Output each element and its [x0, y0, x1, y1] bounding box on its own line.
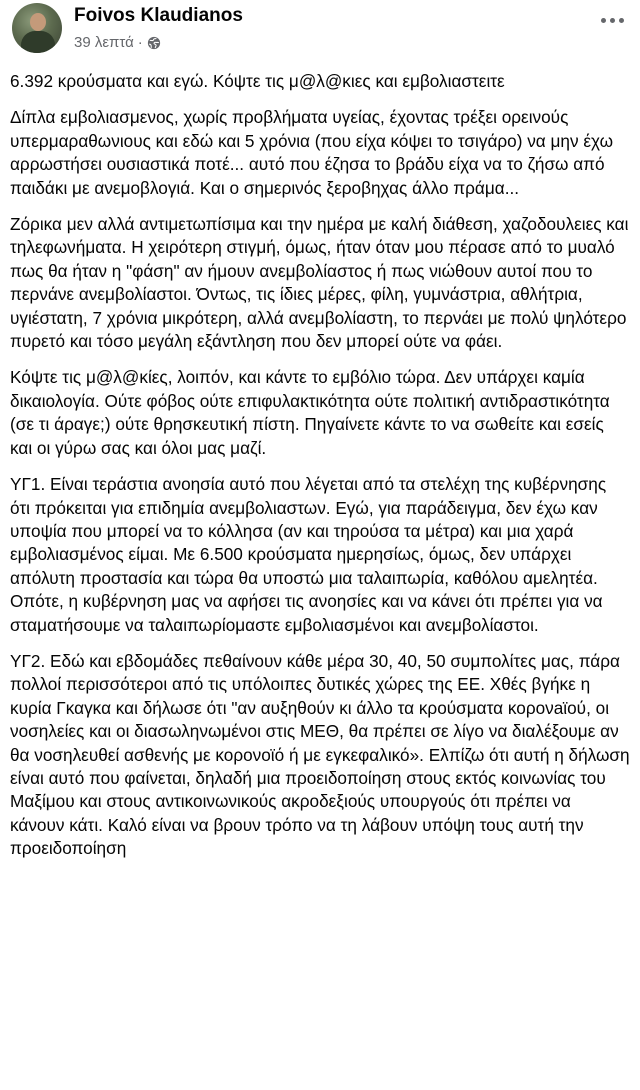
- author-name[interactable]: Foivos Klaudianos: [74, 5, 243, 26]
- post-paragraph-3: Ζόρικα μεν αλλά αντιμετωπίσιμα και την ημέρα με καλή διάθεση, χαζοδουλειες και τηλεφωνήματα. Η χειρότερη στιγμή, όμως, ήταν όταν μου πέρασε από το μυαλό πως θα ήταν η "φάση" αν ήμουν ανεμβολίαστος ή πως νιώθουν αυτοί που το περνάνε ανεμβολίαστοι. Όντως, τις ίδιες μέρες, φίλη, γυμνάστρια, αθλήτρια, υγιέστατη, 7 χρόνια μικρότερη, αλλά ανεμβολίαστη, το περνάει με πολύ ψηλότερο πυρετό και τόσο μεγάλη εξάντληση που δεν μπορεί ούτε να φάει.: [10, 214, 629, 352]
- post-paragraph-4: Κόψτε τις μ@λ@κίες, λοιπόν, και κάντε το εμβόλιο τώρα. Δεν υπάρχει καμία δικαιολογία. Ούτε φόβος ούτε επιφυλακτικότητα ούτε πολιτική αντιδραστικότητα (σε τι άραγε;) ούτε θρησκευτική πίστη. Πηγαίνετε κάντε το να σωθείτε και εσείς και οι γύρω σας και όλοι μας μαζί.: [10, 367, 610, 458]
- post-meta: [74, 33, 161, 53]
- more-options-button[interactable]: [598, 6, 626, 34]
- post-body: [6, 62, 634, 861]
- more-options-dot: [619, 18, 624, 23]
- post-paragraph-6: ΥΓ2. Εδώ και εβδομάδες πεθαίνουν κάθε μέρα 30, 40, 50 συμπολίτες μας, πάρα πολλοί περισσότεροι από τις υπόλοιπες δυτικές χώρες της ΕΕ. Χθές βγήκε η κυρία Γκαγκα και δήλωσε ότι "αν αυξηθούν κι άλλο τα κρούσματα κορονaϊού, οι νοσηλείες και οι διασωληνωμένοι στις ΜΕΘ, θα πρέπει σε λίγο να διαλέξουμε αν θα νοσηλευθεί ασθενής με κορονοϊό ή με εγκεφαλικό». Ελπίζω ότι αυτή η δήλωση είναι αυτό που φαίνεται, δηλαδή μια προειδοποίηση στους εκτός κοινωνίας του Μαξίμου και στους αντικοινωνικούς ακροδεξιούς υπουργούς ότι πρέπει να κάνουν κάτι. Καλό είναι να βρουν τρόπο να τη λάβουν υπόψη τους αυτή την προειδοποίηση: [10, 650, 630, 859]
- post-time[interactable]: 39 λεπτά: [74, 34, 134, 51]
- post-header: [6, 0, 634, 62]
- post-paragraph-2: Δίπλα εμβολιασμενος, χωρίς προβλήματα υγείας, έχοντας τρέξει ορεινούς υπερμαραθωνιους και εδώ και 5 χρόνια (που είχα κόψει το τσιγάρο) να μην έχω αρρωστήσει ουσιαστικά ποτέ... αυτό που έζησα το βράδυ είχα να το ζήσω από παιδάκι με ανεμοβλογιά. Και ο σημερινός ξεροβηχας άλλο πράμα...: [10, 107, 613, 198]
- meta-separator: ·: [137, 34, 143, 51]
- globe-icon[interactable]: [147, 36, 161, 50]
- avatar[interactable]: [12, 3, 62, 53]
- avatar-head: [30, 13, 46, 31]
- more-options-dot: [610, 18, 615, 23]
- avatar-body: [21, 31, 55, 53]
- post-paragraph-1: 6.392 κρούσματα και εγώ. Κόψτε τις μ@λ@κιες και εμβολιαστειτε: [10, 71, 505, 91]
- more-options-icon: [601, 18, 606, 23]
- post-paragraph-5: ΥΓ1. Είναι τεράστια ανοησία αυτό που λέγεται από τα στελέχη της κυβέρνησης ότι πρόκειται για επιδημία ανεμβολιαστων. Εγώ, για παράδειγμα, δεν έχω καν υποψία που μπορεί να το κόλλησα (αν και τηρούσα τα μέτρα) και μια χαρά εμβολιασμένος είμαι. Με 6.500 κρούσματα ημερησίως, όμως, δεν υπάρχει απόλυτη προστασία και τώρα θα υποστώ μια ταλαιπωρία, καθόλου αμελητέα. Οπότε, η κυβέρνηση μας να αφήσει τις ανοησίες και να κάνει ότι πρέπει για να σταματήσουμε να ταλαιπωρίομαστε εμβολιασμένοι και ανεμβολίαστοι.: [10, 474, 607, 635]
